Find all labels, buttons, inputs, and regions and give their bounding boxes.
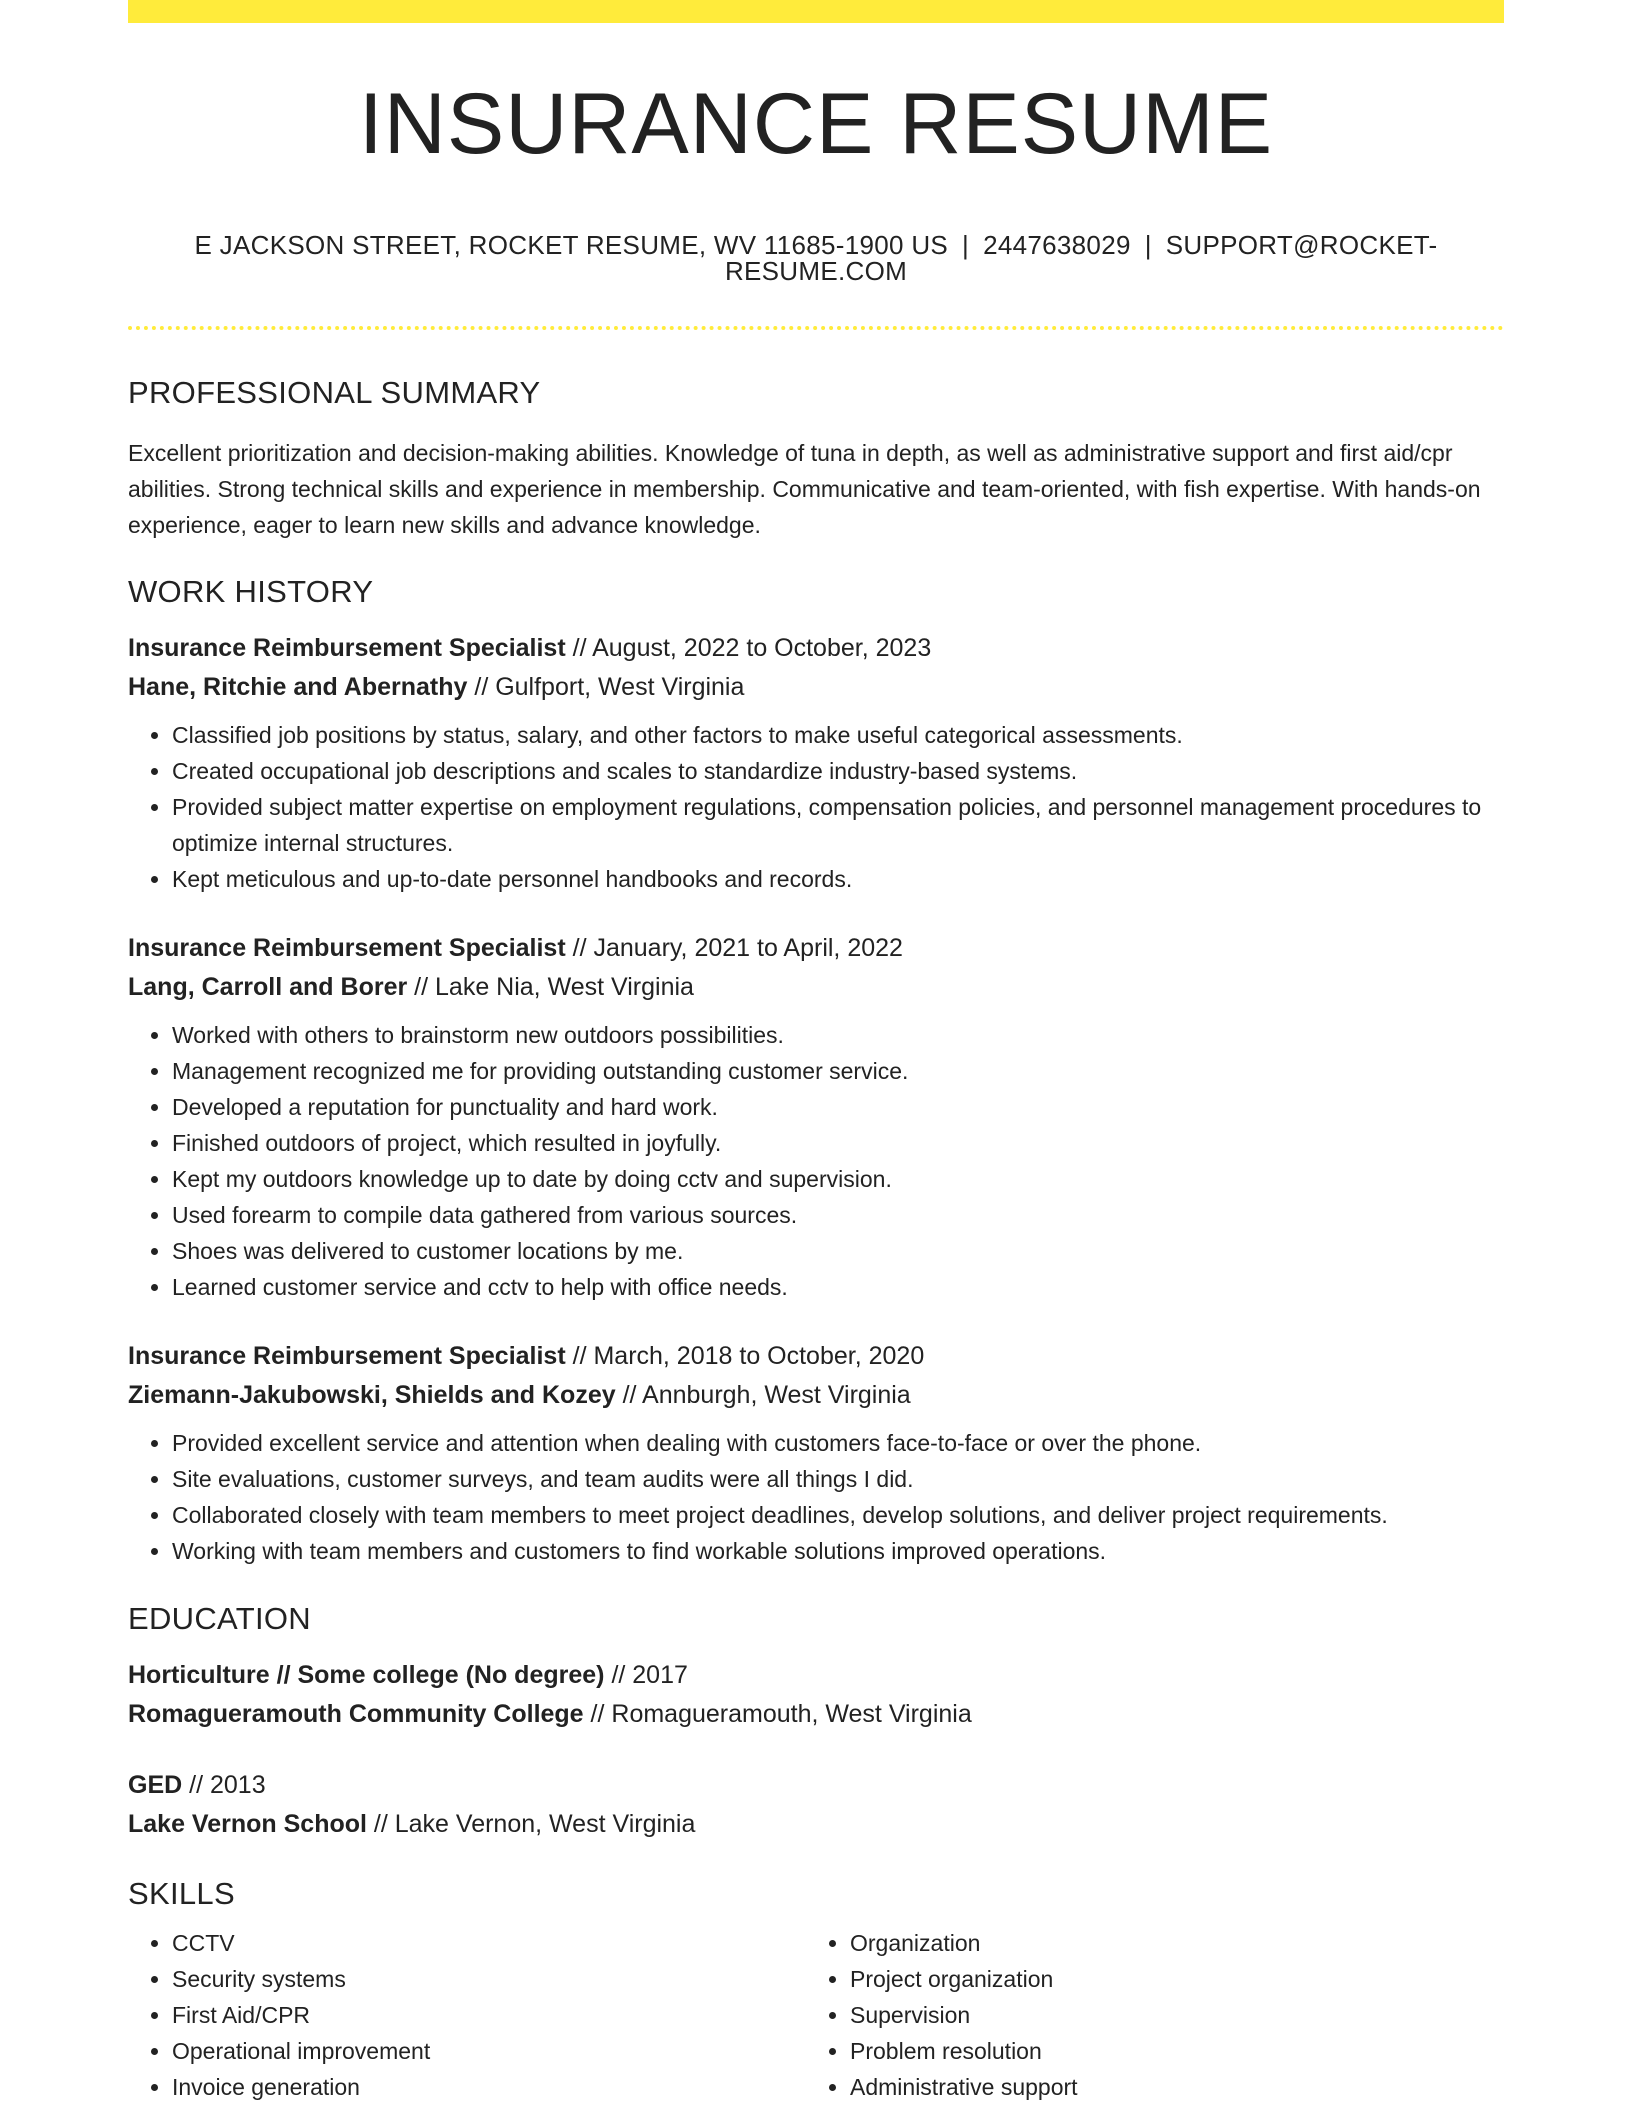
skill-item: • Supervision bbox=[850, 1997, 1484, 2033]
contact-phone: 2447638029 bbox=[983, 230, 1131, 260]
job-location: // Gulfport, West Virginia bbox=[474, 673, 745, 701]
list-item: • Kept my outdoors knowledge up to date by doing cctv and supervision. bbox=[172, 1161, 1504, 1197]
accent-bar bbox=[128, 0, 1504, 23]
list-item: • Classified job positions by status, salary, and other factors to make useful categorical assessments. bbox=[172, 717, 1504, 753]
skill-item: • Administrative support bbox=[850, 2069, 1484, 2105]
job-company-line bbox=[128, 968, 1504, 1007]
job-bullets bbox=[128, 1017, 1504, 1305]
contact-separator: | bbox=[1144, 230, 1152, 260]
job-title-line bbox=[128, 929, 1504, 968]
contact-separator: | bbox=[962, 230, 970, 260]
list-item: • Site evaluations, customer surveys, and team audits were all things I did. bbox=[172, 1461, 1504, 1497]
work-history-heading: WORK HISTORY bbox=[128, 574, 374, 609]
list-item: • Provided subject matter expertise on employment regulations, compensation policies, and personnel management procedures to optimize internal structures. bbox=[172, 789, 1504, 861]
job-dates: // March, 2018 to October, 2020 bbox=[572, 1342, 925, 1370]
education-degree-line bbox=[128, 1656, 1504, 1695]
skills-column-left bbox=[128, 1925, 806, 2105]
list-item: • Used forearm to compile data gathered from various sources. bbox=[172, 1197, 1504, 1233]
skills-heading: SKILLS bbox=[128, 1876, 235, 1911]
education-school: Romagueramouth Community College bbox=[128, 1700, 584, 1728]
job-bullets bbox=[128, 717, 1504, 897]
skill-item: • Problem resolution bbox=[850, 2033, 1484, 2069]
education-entry bbox=[128, 1656, 1504, 1734]
job-company-line bbox=[128, 668, 1504, 707]
job-bullets bbox=[128, 1425, 1504, 1569]
list-item: • Shoes was delivered to customer locations by me. bbox=[172, 1233, 1504, 1269]
job-company: Hane, Ritchie and Abernathy bbox=[128, 673, 468, 701]
education-heading: EDUCATION bbox=[128, 1601, 311, 1636]
skill-item: • First Aid/CPR bbox=[172, 1997, 806, 2033]
resume-page bbox=[128, 0, 1504, 2105]
list-item: • Provided excellent service and attention when dealing with customers face-to-face or over the phone. bbox=[172, 1425, 1504, 1461]
list-item: • Management recognized me for providing outstanding customer service. bbox=[172, 1053, 1504, 1089]
skill-item: • Project organization bbox=[850, 1961, 1484, 1997]
contact-address: E JACKSON STREET, ROCKET RESUME, WV 11685-1900 US bbox=[194, 230, 949, 260]
list-item: • Learned customer service and cctv to help with office needs. bbox=[172, 1269, 1504, 1305]
list-item: • Created occupational job descriptions and scales to standardize industry-based systems. bbox=[172, 753, 1504, 789]
skill-item: • Operational improvement bbox=[172, 2033, 806, 2069]
job-entry bbox=[128, 929, 1504, 1305]
job-title: Insurance Reimbursement Specialist bbox=[128, 634, 566, 662]
education-year: // 2017 bbox=[611, 1661, 688, 1689]
list-item: • Kept meticulous and up-to-date personnel handbooks and records. bbox=[172, 861, 1504, 897]
job-company-line bbox=[128, 1376, 1504, 1415]
education-degree: Horticulture // Some college (No degree) bbox=[128, 1661, 605, 1689]
job-dates: // January, 2021 to April, 2022 bbox=[572, 934, 903, 962]
job-dates: // August, 2022 to October, 2023 bbox=[572, 634, 932, 662]
education-school: Lake Vernon School bbox=[128, 1810, 367, 1838]
skill-item: • CCTV bbox=[172, 1925, 806, 1961]
dotted-divider bbox=[128, 326, 1504, 330]
education-school-line bbox=[128, 1805, 1504, 1844]
education-school-line bbox=[128, 1695, 1504, 1734]
job-title-line bbox=[128, 629, 1504, 668]
summary-heading: PROFESSIONAL SUMMARY bbox=[128, 375, 541, 410]
job-company: Ziemann-Jakubowski, Shields and Kozey bbox=[128, 1381, 616, 1409]
skills-column-right bbox=[806, 1925, 1484, 2105]
list-item: • Finished outdoors of project, which resulted in joyfully. bbox=[172, 1125, 1504, 1161]
education-degree: GED bbox=[128, 1771, 183, 1799]
list-item: • Working with team members and customers to find workable solutions improved operations. bbox=[172, 1533, 1504, 1569]
education-entry bbox=[128, 1766, 1504, 1844]
summary-text: Excellent prioritization and decision-making abilities. Knowledge of tuna in depth, as well as administrative support and first aid/cpr abilities. Strong technical skills and experience in membership. Communicative and team-oriented, with fish expertise. With hands-on experience, eager to learn new skills and advance knowledge. bbox=[128, 440, 1481, 538]
list-item: • Collaborated closely with team members to meet project deadlines, develop solutions, and deliver project requirements. bbox=[172, 1497, 1504, 1533]
job-title-line bbox=[128, 1337, 1504, 1376]
job-entry bbox=[128, 1337, 1504, 1569]
job-entry bbox=[128, 629, 1504, 897]
resume-title: INSURANCE RESUME bbox=[358, 76, 1274, 172]
skill-item: • Security systems bbox=[172, 1961, 806, 1997]
contact-line bbox=[128, 232, 1504, 284]
job-title: Insurance Reimbursement Specialist bbox=[128, 934, 566, 962]
skill-item: • Organization bbox=[850, 1925, 1484, 1961]
list-item: • Developed a reputation for punctuality and hard work. bbox=[172, 1089, 1504, 1125]
list-item: • Worked with others to brainstorm new outdoors possibilities. bbox=[172, 1017, 1504, 1053]
education-degree-line bbox=[128, 1766, 1504, 1805]
job-title: Insurance Reimbursement Specialist bbox=[128, 1342, 566, 1370]
contact-email: SUPPORT@ROCKET-RESUME.COM bbox=[724, 230, 1438, 286]
skill-item: • Invoice generation bbox=[172, 2069, 806, 2105]
education-location: // Romagueramouth, West Virginia bbox=[590, 1700, 972, 1728]
job-location: // Lake Nia, West Virginia bbox=[414, 973, 694, 1001]
education-location: // Lake Vernon, West Virginia bbox=[373, 1810, 696, 1838]
job-company: Lang, Carroll and Borer bbox=[128, 973, 408, 1001]
education-year: // 2013 bbox=[189, 1771, 266, 1799]
job-location: // Annburgh, West Virginia bbox=[622, 1381, 911, 1409]
skills-grid bbox=[128, 1925, 1504, 2105]
